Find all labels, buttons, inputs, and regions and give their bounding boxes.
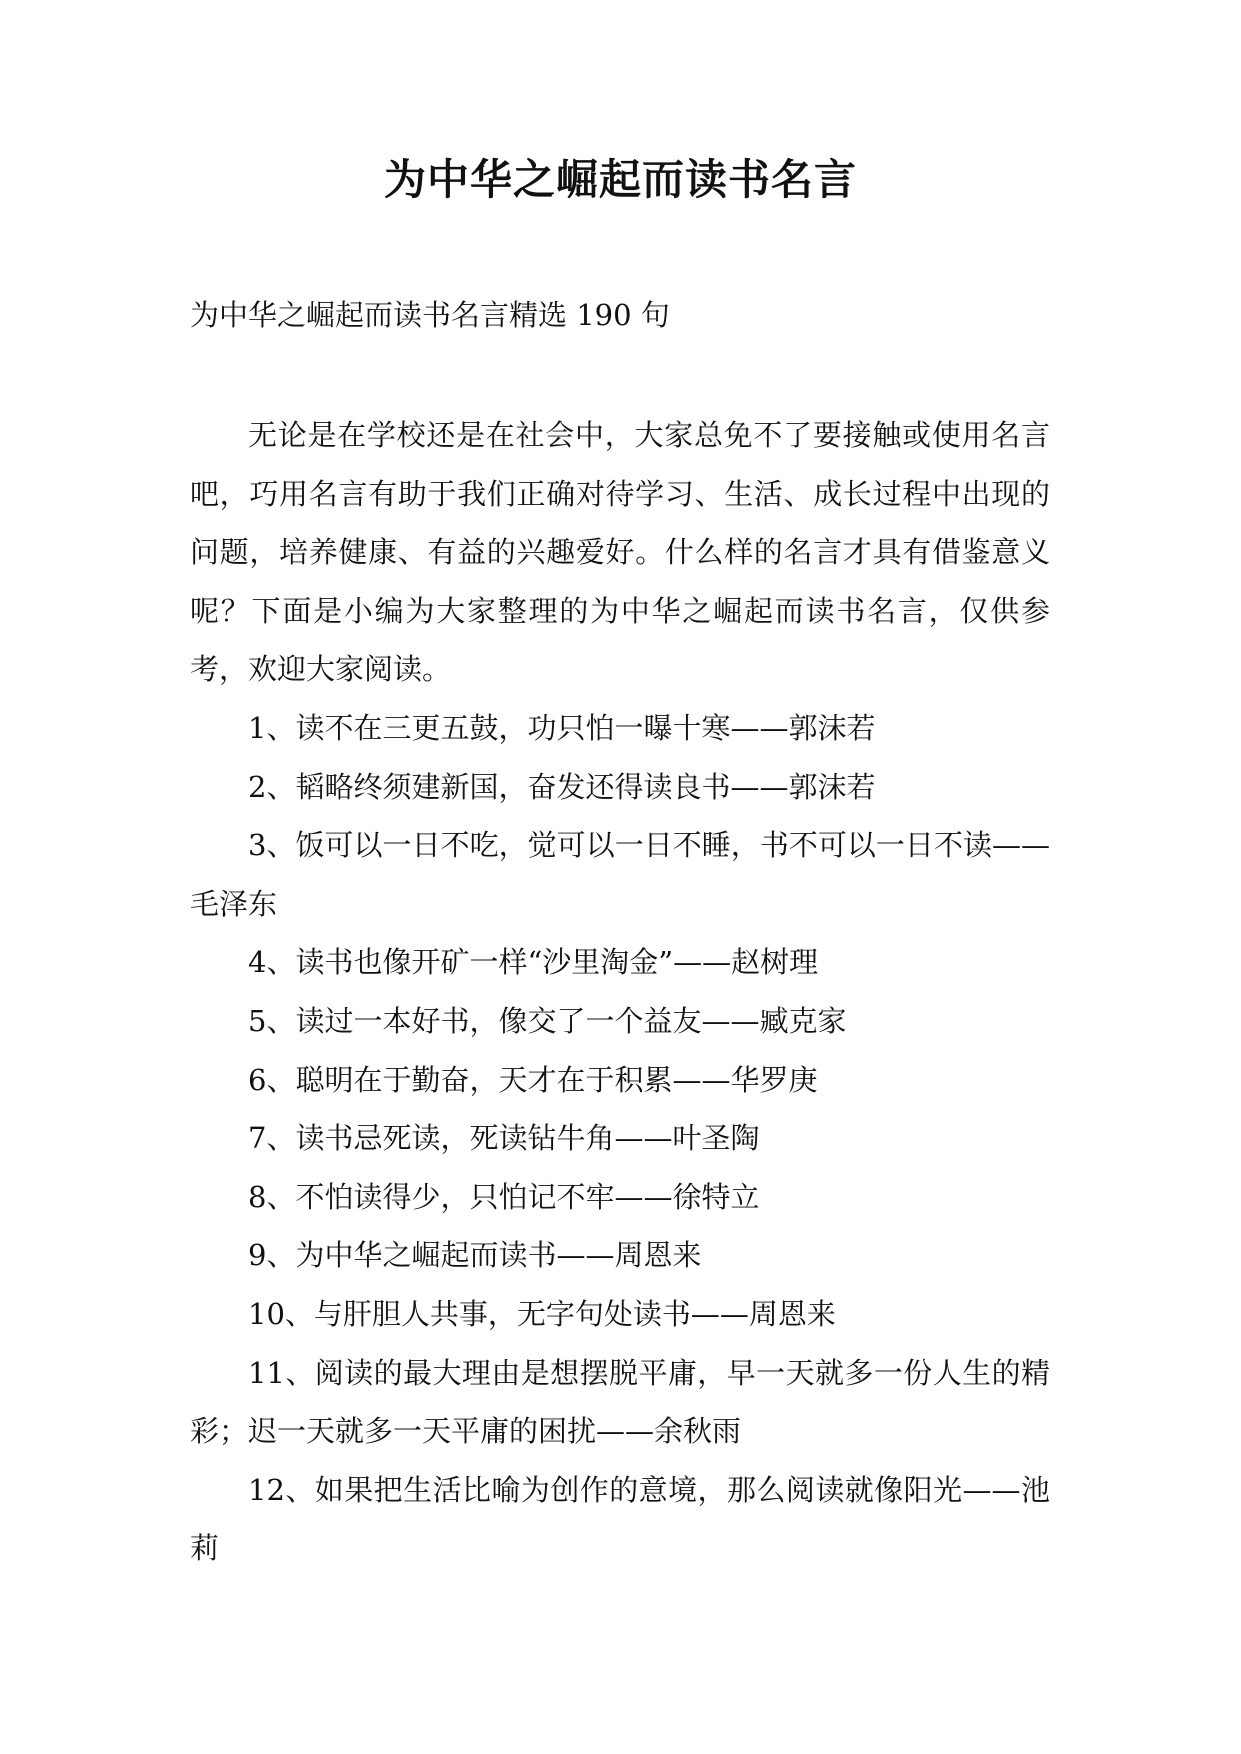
quote-item: 12、如果把生活比喻为创作的意境，那么阅读就像阳光——池莉 xyxy=(190,1472,1050,1566)
quote-item: 2、韬略终须建新国，奋发还得读良书——郭沫若 xyxy=(248,769,876,804)
quote-item: 6、聪明在于勤奋，天才在于积累——华罗庚 xyxy=(248,1062,818,1097)
quote-item: 5、读过一本好书，像交了一个益友——臧克家 xyxy=(248,1003,847,1038)
document-body xyxy=(190,406,1050,1578)
quote-item: 11、阅读的最大理由是想摆脱平庸，早一天就多一份人生的精彩；迟一天就多一天平庸的困扰——余秋雨 xyxy=(190,1355,1050,1449)
quote-item: 8、不怕读得少，只怕记不牢——徐特立 xyxy=(248,1179,760,1214)
document-subtitle: 为中华之崛起而读书名言精选 190 句 xyxy=(190,298,670,332)
quote-item: 4、读书也像开矿一样“沙里淘金”——赵树理 xyxy=(248,945,819,980)
document-title: 为中华之崛起而读书名言 xyxy=(383,155,857,204)
intro-paragraph: 无论是在学校还是在社会中，大家总免不了要接触或使用名言吧，巧用名言有助于我们正确对待学习、生活、成长过程中出现的问题，培养健康、有益的兴趣爱好。什么样的名言才具有借鉴意义呢？下面是小编为大家整理的为中华之崛起而读书名言，仅供参考，欢迎大家阅读。 xyxy=(190,418,1050,687)
quote-item: 10、与肝胆人共事，无字句处读书——周恩来 xyxy=(248,1296,836,1331)
quote-item: 7、读书忌死读，死读钻牛角——叶圣陶 xyxy=(248,1121,760,1156)
quote-item: 9、为中华之崛起而读书——周恩来 xyxy=(248,1238,702,1273)
quote-item: 1、读不在三更五鼓，功只怕一曝十寒——郭沫若 xyxy=(248,710,876,745)
quote-item: 3、饭可以一日不吃，觉可以一日不睡，书不可以一日不读——毛泽东 xyxy=(190,828,1050,921)
